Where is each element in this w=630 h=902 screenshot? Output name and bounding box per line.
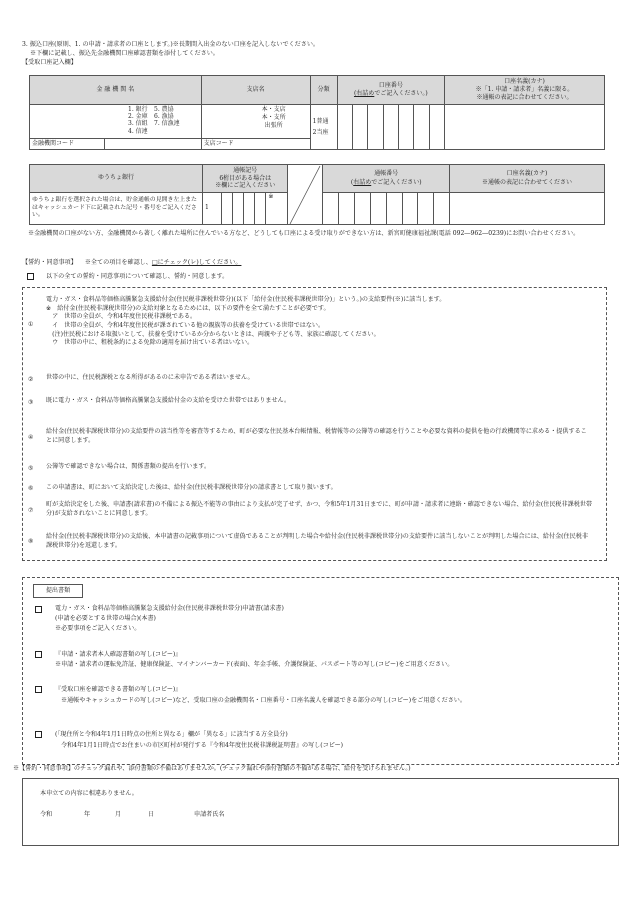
- warning-note: ※【誓約・同意事項】のチェック漏れや、添付書類の不備はありませんか。(チェック漏れや添付書類の不備がある場合、給付を受けられません。): [13, 765, 411, 772]
- number-digit[interactable]: [386, 193, 402, 225]
- account-digit[interactable]: [337, 105, 352, 150]
- doc3-note: ※通帳やキャッシュカードの写し(コピー)など、受取口座の金融機関名・口座番号・口座名義人を確認できる部分の写し(コピー)をご用意ください。: [61, 697, 466, 704]
- account-digit[interactable]: [398, 105, 413, 150]
- doc4-checkbox[interactable]: [35, 731, 42, 741]
- section3-title: 3. 振込口座(原則、1. の申請・請求者の口座とします。)※長期間入出金のない口座を記入しないでください。: [22, 41, 320, 48]
- oath-item-number: ②: [28, 376, 34, 383]
- yucho-holder-field[interactable]: [450, 193, 605, 225]
- bank-code-field[interactable]: [105, 139, 202, 150]
- account-holder-field[interactable]: [445, 105, 605, 150]
- account-digit[interactable]: [429, 105, 444, 150]
- number-digit[interactable]: [355, 193, 371, 225]
- number-digit[interactable]: [370, 193, 386, 225]
- header-yucho-holder: 口座名義(カナ) ※通帳の表記に合わせてください: [450, 165, 605, 193]
- oath-item-text: 給付金(住民税非課税世帯分)の支給後、本申請書の記載事項について虚偽であることが判明した場合や給付金(住民税非課税世帯分)の支給要件に該当しないことが判明した場合には、給付金(住民税非課税世帯分)を返還します。: [46, 533, 588, 550]
- doc3-title: 『受取口座を確認できる書類の写し(コピー)』: [55, 686, 182, 693]
- symbol-digit[interactable]: [255, 193, 266, 225]
- account-digit[interactable]: [414, 105, 429, 150]
- confirmation-box: [22, 778, 619, 846]
- date-day-label: 日: [148, 811, 155, 818]
- number-digit[interactable]: [418, 193, 434, 225]
- bank-name-field[interactable]: [30, 105, 202, 139]
- documents-title: 提出書類: [33, 584, 83, 598]
- oath-item-text: 給付金(住民税非課税世帯分)の支給要件の該当性等を審査等するため、町が必要な住民基本台帳情報、税情報等の公簿等の確認を行うことや必要な資料の提供を他の行政機関等に求める・提供することに同意します。: [46, 428, 587, 445]
- doc2-note: ※申請・請求者の運転免許証、健康保険証、マイナンバーカード(表面)、年金手帳、介護保険証、パスポート等の写し(コピー)をご用意ください。: [55, 661, 454, 668]
- oath-item-number: ⑦: [28, 507, 34, 514]
- symbol-digit[interactable]: [244, 193, 255, 225]
- oath-check-label: 以下の全ての誓約・同意事項について確認し、誓約・同意します。: [46, 273, 229, 280]
- number-digit[interactable]: [339, 193, 355, 225]
- oath-item-text: 町が支給決定をした後、申請書(請求書)の不備による振込不能等の事由により支払が完了せず、かつ、令和5年1月31日までに、町が申請・請求者に連絡・確認できない場合、給付金(住民税非課税世帯分)が支給されないことに同意します。: [46, 501, 592, 518]
- account-class-field[interactable]: 1普通 2当座: [310, 105, 337, 150]
- yucho-table: [29, 164, 605, 225]
- oath-item-text: 既に電力・ガス・食料品等価格高騰緊急支援給付金の支給を受けた世帯ではありません。: [46, 397, 291, 404]
- header-yucho: ゆうちょ銀行: [30, 165, 203, 193]
- oath-item-text: 世帯の中に、住民税課税となる所得があるのに未申告である者はいません。: [46, 374, 254, 381]
- diagonal-line: [288, 165, 322, 225]
- branch-code-field[interactable]: [201, 139, 310, 150]
- account-digit[interactable]: [368, 105, 383, 150]
- header-passbook-number: 通帳番号 (右詰めでご記入ください): [323, 165, 450, 193]
- account-digit[interactable]: [383, 105, 398, 150]
- confirmation-text: 本申立ての内容に相違ありません。: [40, 790, 138, 797]
- symbol-digit[interactable]: [233, 193, 244, 225]
- account-section-label: 【受取口座記入欄】: [22, 59, 77, 66]
- symbol-digit[interactable]: [222, 193, 233, 225]
- header-passbook-symbol: 通帳記号 6桁目がある場合は ※欄にご記入ください: [203, 165, 288, 193]
- oath-item-number: ③: [28, 399, 34, 406]
- doc4-title: (「現住所と令和4年1月1日時点の住所と異なる」欄が「異なる」に該当する方全員分): [55, 731, 288, 738]
- oath-item-text: この申請書は、町において支給決定した後は、給付金(住民税非課税世帯分)の請求書として取り扱います。: [46, 484, 337, 491]
- header-account-number: 口座番号 (右詰めでご記入ください。): [337, 76, 444, 105]
- doc1-sub: (申請を必要とする世帯の場合)(本書): [55, 615, 156, 622]
- number-digit[interactable]: [434, 193, 450, 225]
- bank-type-options-right: 5. 農協 6. 漁協 7. 信漁連: [154, 106, 180, 128]
- header-branch-name: 支店名: [201, 76, 310, 105]
- yucho-instruction: ゆうちょ銀行を選択された場合は、貯金通帳の見開き左上またはキャッシュカード下に記載された記号・番号をご記入ください。: [30, 193, 203, 225]
- symbol-extra-digit[interactable]: ※: [266, 193, 288, 225]
- date-year-label: 年: [84, 811, 91, 818]
- no-bank-note: ※金融機関の口座がない方、金融機関から著しく離れた場所に住んでいる方など、どうしても口座による受け取りができない方は、新宮町健康福祉課(電話 092―962―0239)にお問い合わせください。: [28, 230, 580, 237]
- doc2-title: 『申請・請求者本人確認書類の写し(コピー)』: [55, 651, 182, 658]
- header-class: 分類: [310, 76, 337, 105]
- oath-item-text: 公簿等で確認できない場合は、関係書類の提出を行います。: [46, 463, 211, 470]
- signer-name-label: 申請者氏名: [194, 811, 225, 818]
- oath-item-number: ⑤: [28, 465, 34, 472]
- doc4-note: 令和4年1月1日時点でお住まいの市区町村が発行する『令和4年度住民税非課税証明書』の写し(コピー): [61, 742, 344, 749]
- doc3-checkbox[interactable]: [35, 686, 42, 696]
- oath-item-number: ④: [28, 434, 34, 441]
- branch-name-field[interactable]: [201, 105, 310, 139]
- header-account-holder: 口座名義(カナ) ※「1. 申請・請求者」名義に限る。 ※通帳の表記に合わせてください。: [445, 76, 605, 105]
- branch-type-options: 本・支店 本・支所 出張所: [261, 106, 286, 129]
- doc2-checkbox[interactable]: [35, 651, 42, 661]
- oath-item-text: 電力・ガス・食料品等価格高騰緊急支援給付金(住民税非課税世帯分)(以下「給付金(住民税非課税世帯分)」という。)の支給要件(※)に該当します。 ※ 給付金(住民税非課税世帯分)の支給対象となるためには、以下の要件を全て満たすことが必要です。 ア 世帯の全員が、令和4年度住民税非課税である。 イ 世帯の全員が、令和4年度住民税が課されている他の親族等の扶養を受けている世帯ではない。 (注)住民税における取扱いとして、扶養を受けているか分からないときは、両親や子ども等、家族に確認してください。 ウ 世帯の中に、租税条約による免除の適用を届け出ている者はいない。: [46, 296, 446, 347]
- oath-checkbox[interactable]: [27, 273, 34, 283]
- date-month-label: 月: [115, 811, 122, 818]
- number-digit[interactable]: [402, 193, 418, 225]
- oath-item-number: ⑥: [28, 485, 34, 492]
- section3-note: ※下欄に記載し、振込先金融機関口座確認書類を添付してください。: [30, 50, 219, 57]
- oath-item-number: ⑧: [28, 538, 34, 545]
- bank-type-options-left: 1. 銀行 2. 金庫 3. 信組 4. 信連: [128, 106, 148, 135]
- doc1-title: 電力・ガス・食料品等価格高騰緊急支援給付金(住民税非課税世帯分)申請書(請求書): [55, 605, 284, 612]
- branch-code-label: 支店コード: [203, 139, 234, 147]
- bank-account-table: [29, 75, 605, 150]
- oath-title: 【誓約・同意事項】 ※全ての項目を確認し、□にチェック(レ)してください。: [22, 259, 242, 266]
- oath-item-number: ①: [28, 321, 34, 328]
- number-digit[interactable]: [323, 193, 339, 225]
- bank-code-label: 金融機関コード: [30, 139, 105, 150]
- date-era: 令和: [40, 811, 53, 818]
- symbol-digit-1: 1: [203, 193, 222, 225]
- account-digit[interactable]: [352, 105, 367, 150]
- doc1-checkbox[interactable]: [35, 606, 42, 616]
- doc1-note: ※必要事項をご記入ください。: [55, 625, 141, 632]
- header-bank-name: 金 融 機 関 名: [30, 76, 202, 105]
- separator-cell: [288, 165, 323, 225]
